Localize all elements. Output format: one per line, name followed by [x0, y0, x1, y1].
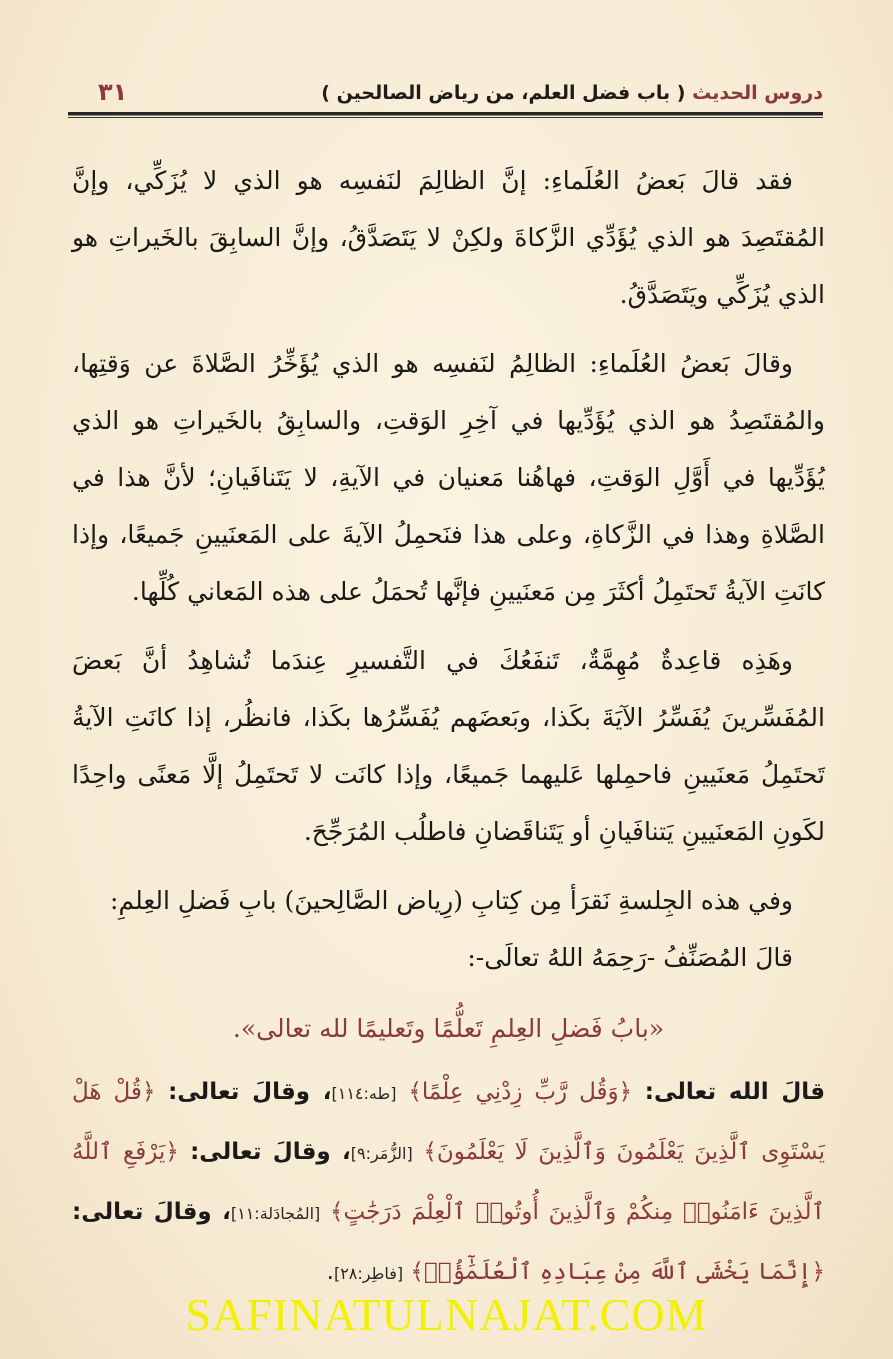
ornate-bracket-open: ﴿	[141, 1079, 156, 1105]
paragraph-session-intro: وفي هذه الجِلسةِ نَقرَأ مِن كِتابِ (رِياض الصَّالِحينَ) بابِ فَضلِ العِلمِ:	[110, 886, 793, 915]
header-rule-thin	[68, 117, 823, 118]
quran-verses-block	[72, 1063, 825, 1303]
ornate-bracket-open: ﴿	[618, 1079, 633, 1105]
verse-end: .	[326, 1259, 334, 1285]
ornate-bracket-open: ﴿	[811, 1259, 825, 1285]
ornate-bracket-close: ﴾	[410, 1259, 424, 1285]
verse-separator: ، وقالَ تعالى:	[72, 1199, 231, 1225]
paragraph-tafsir-rule: وهَذِه قاعِدةٌ مُهِمَّةٌ، تَنفَعُكَ في التَّفسيرِ عِندَما تُشاهِدُ أنَّ بَعضَ المُفَسِّرينَ يُفَسِّرُ الآيَةَ بكَذا، وبَعضَهم يُفَسِّرُها بكَذا، فانظُر، إذا كانَتِ الآيةُ تَحتَمِلُ مَعنَيينِ فاحمِلها عَليهما جَميعًا، وإذا كانَت لا تَحتَمِلُ إلَّا مَعنًى واحِدًا لكَونِ المَعنَيينِ يَتنافَيانِ أو يَتَناقَضانِ فاطلُب المُرَجِّحَ.	[72, 646, 825, 846]
ayah-fatir: إِنَّمَا يَخْشَى ٱللَّهَ مِنْ عِبَادِهِ ٱلْعُلَمَٰٓؤُا۟	[423, 1259, 812, 1285]
ref-fatir: [فاطِر:٢٨]	[333, 1264, 404, 1283]
verse-separator: ، وقالَ تعالى:	[155, 1079, 332, 1105]
page-number: ٣١	[98, 78, 128, 106]
ayah-zumar: قُلْ هَلْ يَسْتَوِى ٱلَّذِينَ يَعْلَمُونَ وَٱلَّذِينَ لَا يَعْلَمُونَ	[72, 1079, 825, 1165]
ornate-bracket-close: ﴾	[423, 1139, 437, 1165]
verse-intro: قالَ الله تعالى:	[632, 1079, 825, 1105]
chapter-heading: «بابُ فَضلِ العِلمِ تَعلُّمًا وتَعليمًا لله تعالى».	[232, 1014, 665, 1043]
paragraph-zakat: فقد قالَ بَعضُ العُلَماءِ: إنَّ الظالِمَ لنَفسِه هو الذي لا يُزَكِّي، وإنَّ المُقتَصِدَ هو الذي يُؤَدِّي الزَّكاةَ ولكِنْ لا يَتَصَدَّقُ، وإنَّ السابِقَ بالخَيراتِ هو الذي يُزَكِّي ويَتَصَدَّقُ.	[72, 166, 825, 309]
ornate-bracket-close: ﴾	[408, 1079, 422, 1105]
header-title-series: دروس الحديث	[692, 82, 823, 104]
paragraph-author-said: قالَ المُصَنِّفُ -رَحِمَهُ اللهُ تعالَى-:	[467, 943, 793, 972]
ref-zumar: [الزُّمَر:٩]	[350, 1144, 413, 1163]
header-title-chapter: ( باب فضل العلم، من رياض الصالحين )	[321, 82, 693, 104]
verse-separator: ، وقالَ تعالى:	[178, 1139, 351, 1165]
ayah-mujadalah: يَرْفَعِ ٱللَّهُ ٱلَّذِينَ ءَامَنُوا۟ مِنكُمْ وَٱلَّذِينَ أُوتُوا۟ ٱلْعِلْمَ دَرَجَٰتٍ	[72, 1139, 826, 1225]
ref-mujadalah: [المُجادَلة:١١]	[230, 1204, 321, 1223]
ornate-bracket-close: ﴾	[330, 1199, 344, 1225]
ref-taha: [طه:١١٤]	[331, 1084, 397, 1103]
running-header	[68, 78, 823, 118]
header-title	[321, 82, 823, 104]
body-text	[72, 152, 825, 1303]
paragraph-salah: وقالَ بَعضُ العُلَماءِ: الظالِمُ لنَفسِه هو الذي يُؤَخِّرُ الصَّلاةَ عن وَقتِها، والمُقتَصِدُ هو الذي يُؤَدِّيها في آخِرِ الوَقتِ، والسابِقُ بالخَيراتِ هو الذي يُؤَدِّيها في أَوَّلِ الوَقتِ، فهاهُنا مَعنيان في الآيةِ، لا يَتَنافَيانِ؛ لأنَّ هذا في الصَّلاةِ وهذا في الزَّكاةِ، وعلى هذا فنَحمِلُ الآيةَ على المَعنَيينِ جَميعًا، وإذا كانَتِ الآيةُ تَحتَمِلُ أكثَرَ مِن مَعنَيينِ فإنَّها تُحمَلُ على هذه المَعاني كُلِّها.	[72, 349, 825, 606]
ayah-taha: وَقُل رَّبِّ زِدْنِي عِلْمًا	[421, 1079, 619, 1105]
header-rule-thick	[68, 112, 823, 116]
ornate-bracket-open: ﴿	[165, 1139, 179, 1165]
watermark: SAFINATULNAJAT.COM	[185, 1289, 708, 1340]
